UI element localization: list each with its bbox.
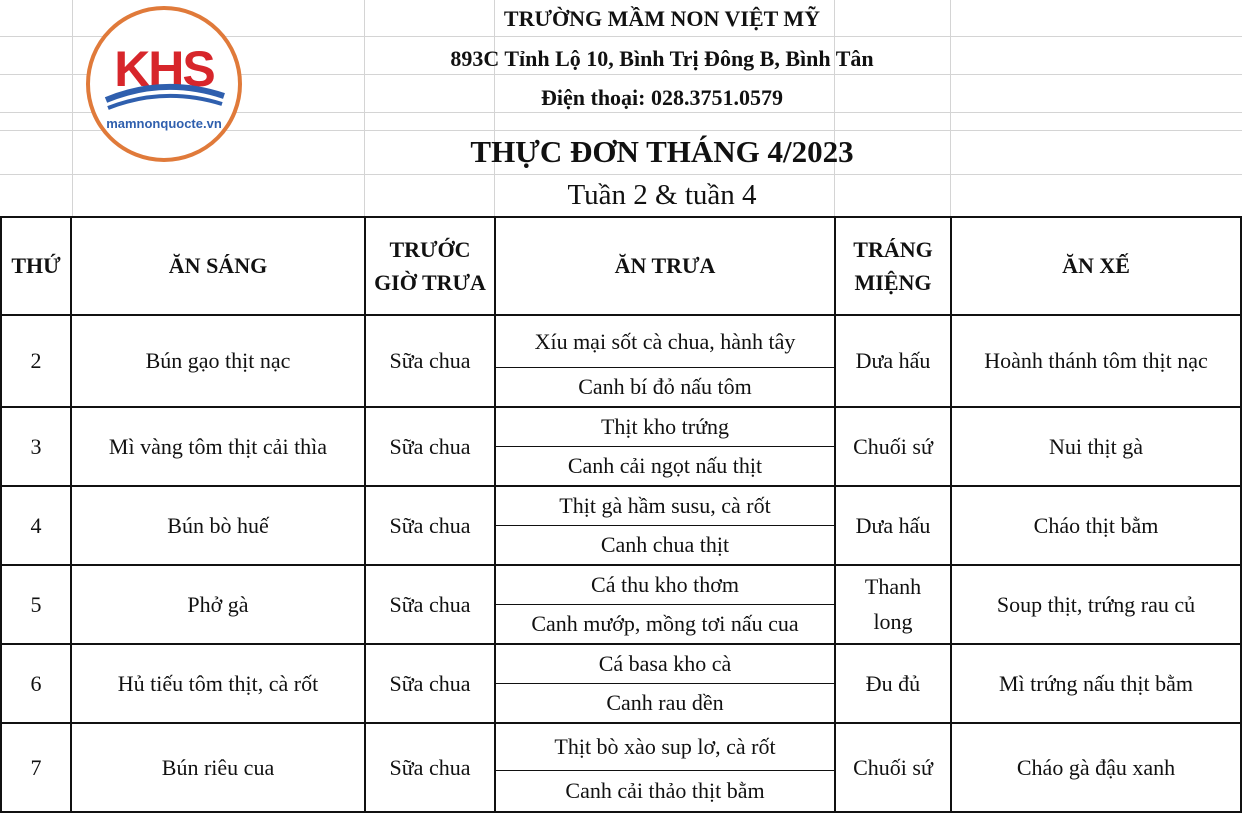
before-lunch-cell: Sữa chua: [365, 565, 495, 644]
before-lunch-cell: Sữa chua: [365, 486, 495, 565]
lunch-cell: [495, 644, 835, 723]
dessert-cell: Dưa hấu: [835, 315, 951, 407]
lunch-soup: Canh bí đỏ nấu tôm: [578, 374, 752, 400]
col-header-dessert: TRÁNG MIỆNG: [835, 217, 951, 315]
snack-cell: Hoành thánh tôm thịt nạc: [951, 315, 1241, 407]
snack-cell: Cháo gà đậu xanh: [951, 723, 1241, 812]
table-row: [1, 486, 1241, 565]
school-logo: [84, 4, 244, 164]
lunch-main-dish: Thịt kho trứng: [496, 408, 834, 447]
before-lunch-cell: Sữa chua: [365, 644, 495, 723]
menu-subtitle: Tuần 2 & tuần 4: [567, 179, 757, 211]
snack-cell: Soup thịt, trứng rau củ: [951, 565, 1241, 644]
day-cell: 3: [1, 407, 71, 486]
day-cell: 2: [1, 315, 71, 407]
snack-cell: Cháo thịt bằm: [951, 486, 1241, 565]
lunch-main-dish: Cá thu kho thơm: [496, 566, 834, 605]
col-header-lunch: ĂN TRƯA: [495, 217, 835, 315]
col-header-snack: ĂN XẾ: [951, 217, 1241, 315]
lunch-soup: Canh chua thịt: [600, 532, 730, 558]
school-name: TRƯỜNG MẦM NON VIỆT MỸ: [503, 6, 821, 31]
svg-text:mamnonquocte.vn: mamnonquocte.vn: [106, 116, 222, 131]
dessert-cell: Chuối sứ: [835, 723, 951, 812]
dessert-cell: Đu đủ: [835, 644, 951, 723]
breakfast-cell: Bún riêu cua: [71, 723, 365, 812]
col-header-breakfast: ĂN SÁNG: [71, 217, 365, 315]
table-row: [1, 644, 1241, 723]
svg-text:KHS: KHS: [114, 41, 214, 97]
lunch-soup: Canh rau dền: [606, 690, 724, 716]
lunch-main-dish: Thịt gà hầm susu, cà rốt: [496, 487, 834, 526]
lunch-cell: [495, 565, 835, 644]
breakfast-cell: Bún bò huế: [71, 486, 365, 565]
table-row: [1, 315, 1241, 407]
menu-table: [0, 216, 1242, 813]
breakfast-cell: Mì vàng tôm thịt cải thìa: [71, 407, 365, 486]
col-header-before-lunch: TRƯỚC GIỜ TRƯA: [365, 217, 495, 315]
lunch-cell: [495, 407, 835, 486]
lunch-soup: Canh cải thảo thịt bằm: [565, 778, 765, 804]
lunch-cell: [495, 486, 835, 565]
lunch-soup: Canh mướp, mồng tơi nấu cua: [531, 611, 799, 637]
lunch-main-dish: Cá basa kho cà: [496, 645, 834, 684]
lunch-cell: [495, 723, 835, 812]
school-phone: Điện thoại: 028.3751.0579: [541, 85, 783, 110]
table-row: [1, 407, 1241, 486]
lunch-soup: Canh cải ngọt nấu thịt: [567, 453, 763, 479]
breakfast-cell: Phở gà: [71, 565, 365, 644]
dessert-cell: Chuối sứ: [835, 407, 951, 486]
snack-cell: Mì trứng nấu thịt bằm: [951, 644, 1241, 723]
school-address: 893C Tỉnh Lộ 10, Bình Trị Đông B, Bình Tân: [450, 46, 874, 71]
menu-title: THỰC ĐƠN THÁNG 4/2023: [470, 134, 854, 169]
before-lunch-cell: Sữa chua: [365, 407, 495, 486]
col-header-day: THỨ: [1, 217, 71, 315]
breakfast-cell: Bún gạo thịt nạc: [71, 315, 365, 407]
before-lunch-cell: Sữa chua: [365, 315, 495, 407]
table-row: [1, 565, 1241, 644]
before-lunch-cell: Sữa chua: [365, 723, 495, 812]
day-cell: 7: [1, 723, 71, 812]
snack-cell: Nui thịt gà: [951, 407, 1241, 486]
day-cell: 4: [1, 486, 71, 565]
lunch-cell: [495, 315, 835, 407]
dessert-cell: Thanh long: [835, 565, 951, 644]
table-row: [1, 723, 1241, 812]
breakfast-cell: Hủ tiếu tôm thịt, cà rốt: [71, 644, 365, 723]
dessert-cell: Dưa hấu: [835, 486, 951, 565]
lunch-main-dish: Xíu mại sốt cà chua, hành tây: [496, 316, 834, 368]
table-header-row: [1, 217, 1241, 315]
day-cell: 5: [1, 565, 71, 644]
day-cell: 6: [1, 644, 71, 723]
lunch-main-dish: Thịt bò xào sup lơ, cà rốt: [496, 724, 834, 771]
